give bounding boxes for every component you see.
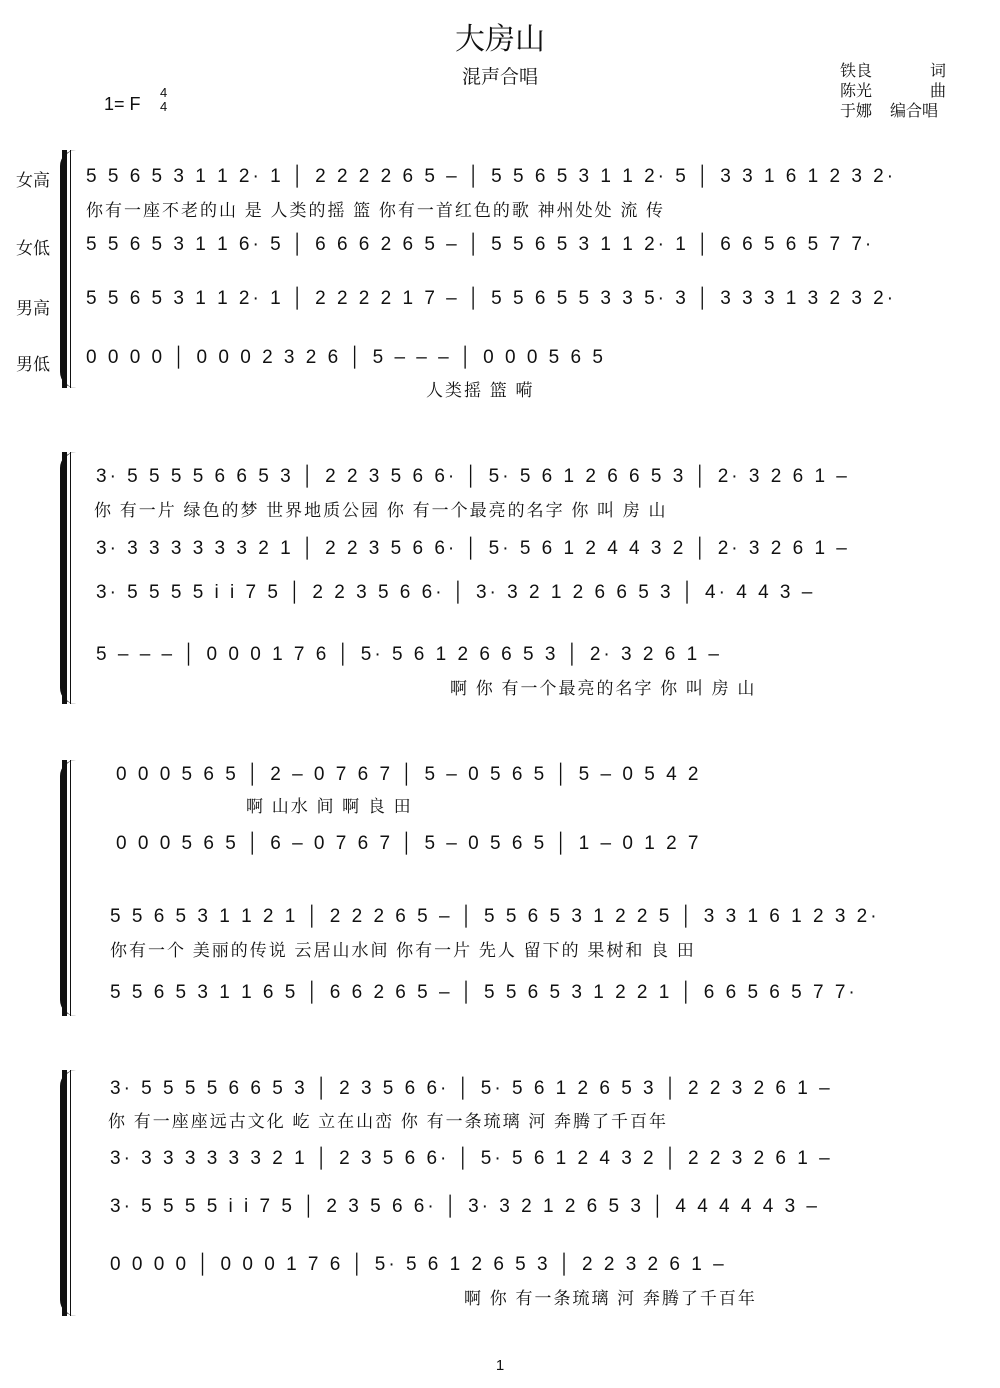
notes-bass: 0 0 0 0 │ 0 0 0 1 7 6 │ 5· 5 6 1 2 6 5 3 │ 2 2 3 2 6 1 – [110, 1254, 727, 1275]
lyrics-soprano: 你有一座不老的山 是 人类的摇 篮 你有一首红色的歌 神州处处 流 传 [86, 201, 666, 220]
credit-name: 陈光 [840, 83, 873, 100]
notes-alto: 0 0 0 5 6 5 │ 6 – 0 7 6 7 │ 5 – 0 5 6 5 │ 1 – 0 1 2 7 [116, 833, 702, 854]
credit-arranger [840, 98, 938, 121]
part-label-alto: 女低 [16, 239, 50, 258]
notes-alto: 3· 3 3 3 3 3 3 2 1 │ 2 2 3 5 6 6· │ 5· 5 6 1 2 4 4 3 2 │ 2· 3 2 6 1 – [96, 538, 850, 559]
time-signature-top: 4 [160, 85, 168, 100]
notes-bass: 0 0 0 0 │ 0 0 0 2 3 2 6 │ 5 – – – │ 0 0 0 5 6 5 [86, 347, 606, 368]
part-label-soprano: 女高 [16, 171, 50, 190]
notes-tenor: 3· 5 5 5 5 i i 7 5 │ 2 2 3 5 6 6· │ 3· 3 2 1 2 6 6 5 3 │ 4· 4 4 3 – [96, 582, 816, 603]
notes-soprano: 3· 5 5 5 5 6 6 5 3 │ 2 3 5 6 6· │ 5· 5 6 1 2 6 5 3 │ 2 2 3 2 6 1 – [110, 1078, 833, 1099]
system-bar [62, 452, 67, 704]
song-title: 大房山 [455, 23, 545, 56]
page-number: 1 [495, 1357, 505, 1374]
notes-tenor: 5 5 6 5 3 1 1 2 1 │ 2 2 2 6 5 – │ 5 5 6 5 3 1 2 2 5 │ 3 3 1 6 1 2 3 2· [110, 906, 880, 927]
time-signature [160, 86, 167, 114]
credit-name: 铁良 [840, 63, 873, 80]
notes-soprano: 3· 5 5 5 5 6 6 5 3 │ 2 2 3 5 6 6· │ 5· 5 6 1 2 6 6 5 3 │ 2· 3 2 6 1 – [96, 466, 850, 487]
lyrics-soprano: 啊 山水 间 啊 良 田 [246, 797, 413, 816]
song-subtitle: 混声合唱 [461, 67, 538, 88]
system-line [70, 150, 71, 388]
credit-role: 词 [930, 63, 947, 80]
notes-tenor: 5 5 6 5 3 1 1 2· 1 │ 2 2 2 2 1 7 – │ 5 5 6 5 5 3 3 5· 3 │ 3 3 3 1 3 2 3 2· [86, 288, 897, 309]
notes-bass: 5 – – – │ 0 0 0 1 7 6 │ 5· 5 6 1 2 6 6 5 3 │ 2· 3 2 6 1 – [96, 644, 722, 665]
notes-alto: 5 5 6 5 3 1 1 6· 5 │ 6 6 6 2 6 5 – │ 5 5 6 5 3 1 1 2· 1 │ 6 6 5 6 5 7 7· [86, 234, 875, 255]
notes-soprano: 5 5 6 5 3 1 1 2· 1 │ 2 2 2 2 6 5 – │ 5 5 6 5 3 1 1 2· 5 │ 3 3 1 6 1 2 3 2· [86, 166, 897, 187]
system-bar [62, 1070, 67, 1316]
system-line [70, 760, 71, 1016]
system-bar [62, 760, 67, 1016]
system-line [70, 452, 71, 704]
system-line [70, 1070, 71, 1316]
notes-tenor: 3· 5 5 5 5 i i 7 5 │ 2 3 5 6 6· │ 3· 3 2 1 2 6 5 3 │ 4 4 4 4 4 3 – [110, 1196, 820, 1217]
part-label-bass: 男低 [16, 355, 50, 374]
notes-soprano: 0 0 0 5 6 5 │ 2 – 0 7 6 7 │ 5 – 0 5 6 5 │ 5 – 0 5 4 2 [116, 764, 702, 785]
time-signature-bottom: 4 [160, 99, 168, 114]
key-signature: 1= F [104, 94, 141, 114]
notes-bass: 5 5 6 5 3 1 1 6 5 │ 6 6 2 6 5 – │ 5 5 6 5 3 1 2 2 1 │ 6 6 5 6 5 7 7· [110, 982, 858, 1003]
notes-alto: 3· 3 3 3 3 3 3 2 1 │ 2 3 5 6 6· │ 5· 5 6 1 2 4 3 2 │ 2 2 3 2 6 1 – [110, 1148, 833, 1169]
lyrics-bass: 啊 你 有一个最亮的名字 你 叫 房 山 [450, 679, 757, 698]
lyrics-bass: 人类摇 篮 嗬 [426, 381, 535, 400]
lyrics-bass: 啊 你 有一条琉璃 河 奔腾了千百年 [464, 1289, 757, 1308]
credit-role: 曲 [930, 83, 947, 100]
lyrics-soprano: 你 有一片 绿色的梦 世界地质公园 你 有一个最亮的名字 你 叫 房 山 [94, 501, 668, 520]
credit-role: 编合唱 [890, 103, 939, 120]
lyrics-tenor: 你有一个 美丽的传说 云居山水间 你有一片 先人 留下的 果树和 良 田 [110, 941, 696, 960]
credit-name: 于娜 [840, 103, 873, 120]
lyrics-soprano: 你 有一座座远古文化 屹 立在山峦 你 有一条琉璃 河 奔腾了千百年 [108, 1112, 669, 1131]
system-bar [62, 150, 67, 388]
part-label-tenor: 男高 [16, 299, 50, 318]
